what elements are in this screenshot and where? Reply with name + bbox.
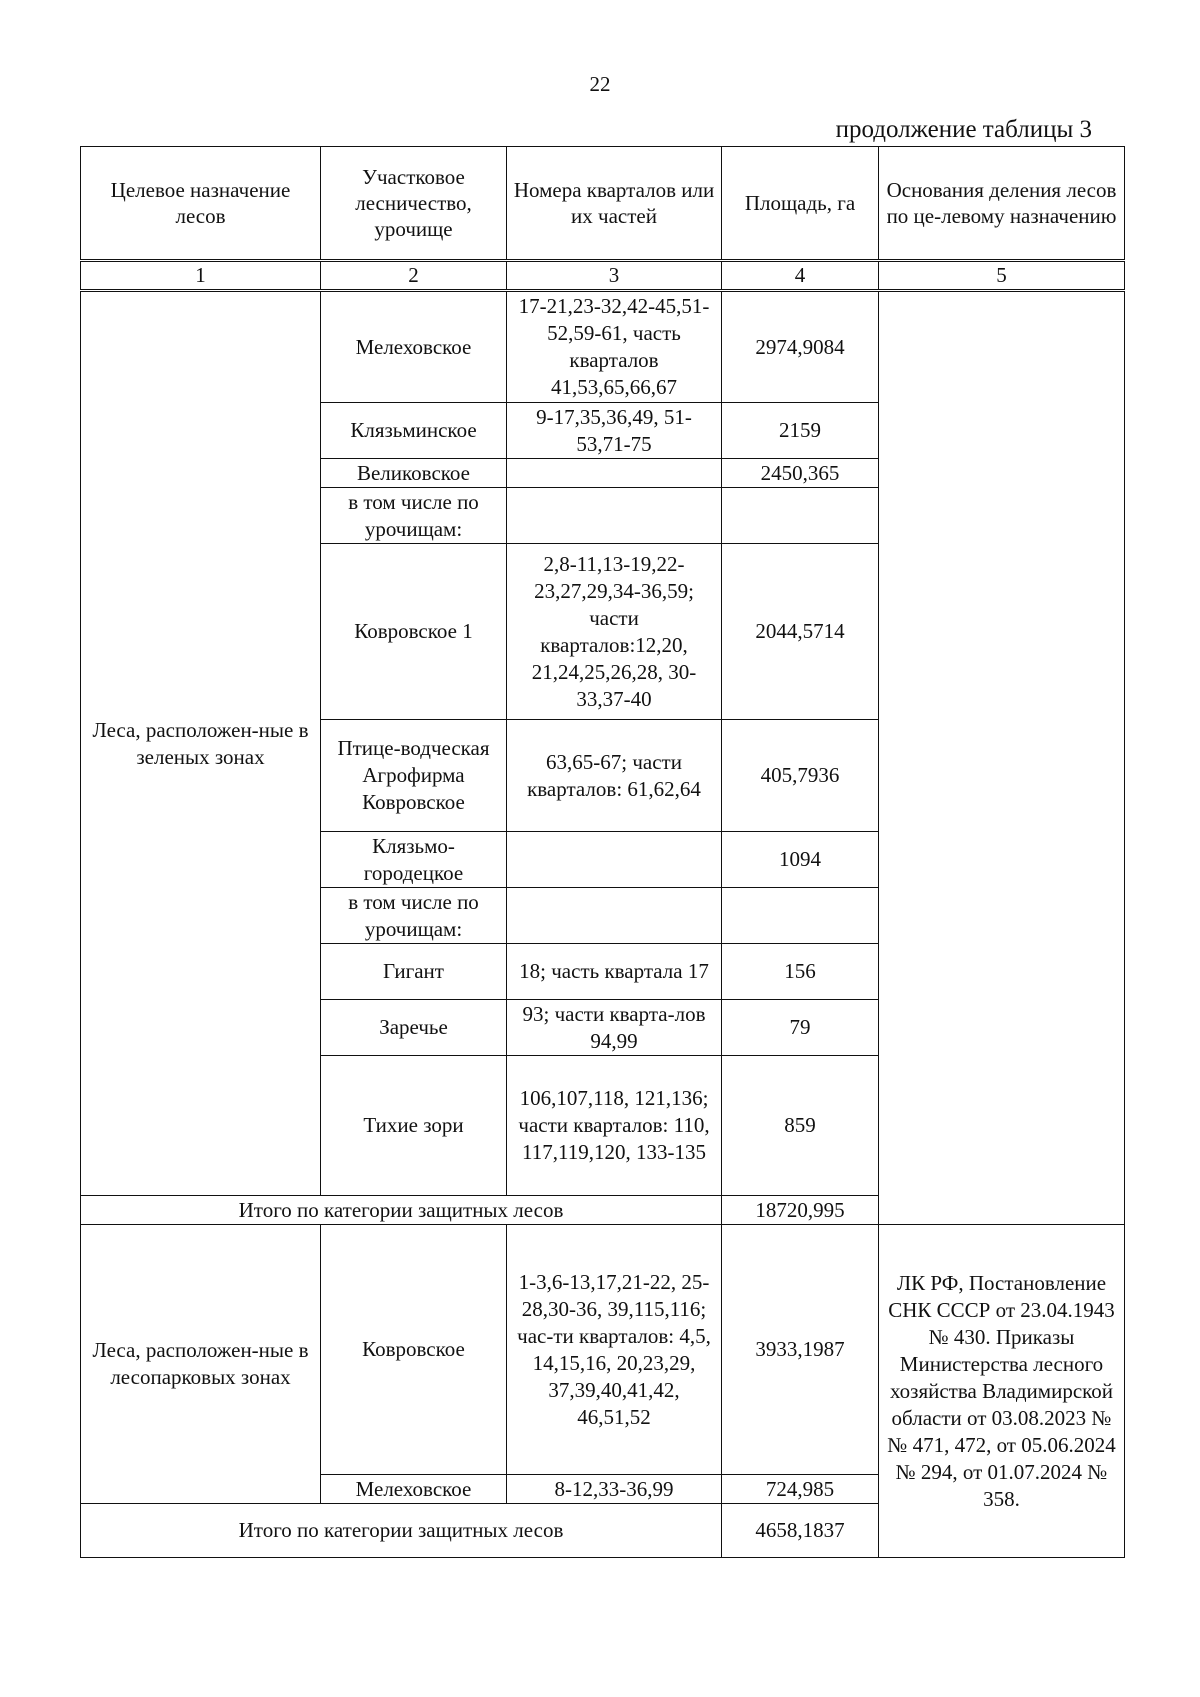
area-cell: 2974,9084 (722, 291, 879, 403)
subtotal-label: Итого по категории защитных лесов (81, 1504, 722, 1558)
forestry-cell: Клязьмо-городецкое (321, 832, 507, 888)
area-cell: 2044,5714 (722, 544, 879, 720)
quarters-cell: 1-3,6-13,17,21-22, 25-28,30-36, 39,115,116; час-ти кварталов: 4,5, 14,15,16, 20,23,29, 37,39,40,41,42, 46,51,52 (507, 1225, 722, 1475)
area-cell: 2450,365 (722, 459, 879, 488)
area-cell: 156 (722, 944, 879, 1000)
forestry-cell: Тихие зори (321, 1056, 507, 1196)
page-number: 22 (589, 72, 611, 96)
column-number: 2 (321, 261, 507, 291)
subtotal-label: Итого по категории защитных лесов (81, 1196, 722, 1225)
area-cell: 724,985 (722, 1475, 879, 1504)
forestry-cell: Клязьминское (321, 403, 507, 459)
column-number: 5 (879, 261, 1125, 291)
area-cell: 1094 (722, 832, 879, 888)
quarters-cell: 2,8-11,13-19,22-23,27,29,34-36,59; части кварталов:12,20, 21,24,25,26,28, 30-33,37-40 (507, 544, 722, 720)
table-row (81, 1225, 1125, 1475)
quarters-cell: 106,107,118, 121,136; части кварталов: 110, 117,119,120, 133-135 (507, 1056, 722, 1196)
header-row (81, 147, 1125, 261)
forestry-cell: Заречье (321, 1000, 507, 1056)
column-number: 3 (507, 261, 722, 291)
quarters-cell (507, 888, 722, 944)
quarters-cell: 8-12,33-36,99 (507, 1475, 722, 1504)
subtotal-area: 4658,1837 (722, 1504, 879, 1558)
purpose-forest-park-zones: Леса, расположен-ные в лесопарковых зонах (81, 1225, 321, 1504)
quarters-cell (507, 832, 722, 888)
area-cell (722, 488, 879, 544)
quarters-cell (507, 459, 722, 488)
forestry-cell: в том числе по урочищам: (321, 488, 507, 544)
forestry-cell: Ковровское (321, 1225, 507, 1475)
forest-purpose-table (80, 146, 1125, 1558)
area-cell: 405,7936 (722, 720, 879, 832)
area-cell: 79 (722, 1000, 879, 1056)
quarters-cell: 63,65-67; части кварталов: 61,62,64 (507, 720, 722, 832)
basis-cell: ЛК РФ, Постановление СНК СССР от 23.04.1943 № 430. Приказы Министерства лесного хозяйства Владимирской области от 03.08.2023 №№ 471, 472, от 05.06.2024 № 294, от 01.07.2024 № 358. (879, 1225, 1125, 1558)
quarters-cell: 18; часть квартала 17 (507, 944, 722, 1000)
forestry-cell: Гигант (321, 944, 507, 1000)
column-number: 1 (81, 261, 321, 291)
header-basis: Основания деления лесов по це-левому назначению (879, 147, 1125, 261)
quarters-cell: 93; части кварта-лов 94,99 (507, 1000, 722, 1056)
table-continuation-label: продолжение таблицы 3 (835, 116, 1092, 143)
area-cell: 859 (722, 1056, 879, 1196)
table-row (81, 291, 1125, 403)
forestry-cell: Ковровское 1 (321, 544, 507, 720)
header-quarters: Номера кварталов или их частей (507, 147, 722, 261)
area-cell: 2159 (722, 403, 879, 459)
quarters-cell: 9-17,35,36,49, 51-53,71-75 (507, 403, 722, 459)
column-number-row (81, 261, 1125, 291)
purpose-green-zones: Леса, расположен-ные в зеленых зонах (81, 291, 321, 1196)
forestry-cell: Мелеховское (321, 1475, 507, 1504)
header-purpose: Целевое назначение лесов (81, 147, 321, 261)
subtotal-area: 18720,995 (722, 1196, 879, 1225)
header-area: Площадь, га (722, 147, 879, 261)
area-cell: 3933,1987 (722, 1225, 879, 1475)
forestry-cell: Великовское (321, 459, 507, 488)
quarters-cell (507, 488, 722, 544)
forestry-cell: в том числе по урочищам: (321, 888, 507, 944)
forestry-cell: Мелеховское (321, 291, 507, 403)
header-forestry: Участковое лесничество, урочище (321, 147, 507, 261)
column-number: 4 (722, 261, 879, 291)
basis-cell-empty (879, 291, 1125, 1225)
forestry-cell: Птице-водческая Агрофирма Ковровское (321, 720, 507, 832)
area-cell (722, 888, 879, 944)
quarters-cell: 17-21,23-32,42-45,51-52,59-61, часть кварталов 41,53,65,66,67 (507, 291, 722, 403)
